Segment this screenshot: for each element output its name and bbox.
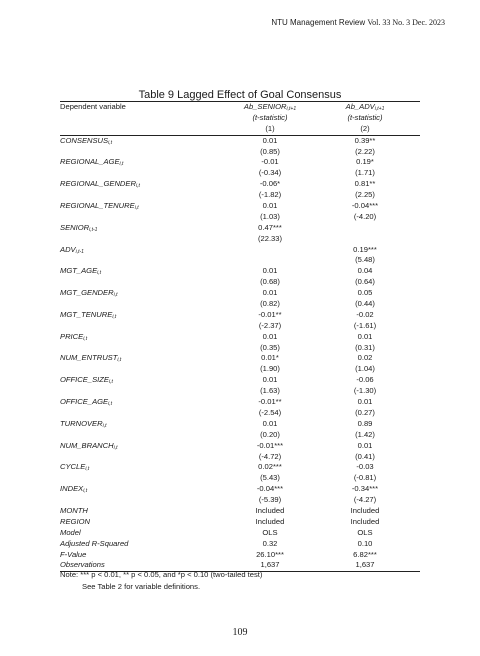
coefficient-row [60,245,420,256]
t-statistic-row [60,277,420,288]
coefficient-row [60,179,420,190]
t-stat-col-2: (2.22) [355,146,375,156]
coefficient-col-1: -0.06* [259,179,281,189]
summary-label: Observations [60,560,105,570]
t-stat-col-2: (-0.81) [353,473,377,483]
t-stat-col-1: (1.03) [260,211,280,221]
variable-name: $NUM\_BRANCH_{i,t}$ [60,440,118,451]
coefficient-col-2: -0.06 [356,375,374,385]
page-number: 109 [232,627,248,638]
t-stat-col-1: (1.63) [260,386,280,396]
summary-col-2: 0.10 [357,538,373,548]
variable-name: $REGIONAL\_AGE_{i,t}$ [60,157,124,168]
t-stat-col-1: (0.85) [260,146,280,156]
summary-row [60,539,420,550]
coefficient-col-1: 0.01 [262,201,278,211]
coefficient-col-1: -0.01** [258,309,282,319]
column-2-number: (2) [360,123,370,133]
coefficient-col-1: 0.01 [262,331,278,341]
summary-row [60,528,420,539]
variable-name: $SENIOR_{i,t-1}$ [60,222,98,233]
summary-col-2: Included [350,516,380,526]
significance-note: Note: *** p < 0.01, ** p < 0.05, and *p < 0.10 (two-tailed test) [60,570,263,579]
t-stat-col-2: (1.71) [355,168,375,178]
t-stat-col-2: (1.04) [355,364,375,374]
t-stat-col-1: (-2.54) [258,407,282,417]
coefficient-col-2: 0.02 [357,353,373,363]
t-statistic-row [60,234,420,245]
t-stat-col-1: (0.35) [260,342,280,352]
variable-name: $PRICE_{i,t}$ [60,331,88,342]
coefficient-col-2: 0.39** [354,135,376,145]
coefficient-col-2: 0.89 [357,418,373,428]
stat-row [60,113,420,124]
t-stat-col-1: (5.43) [260,473,280,483]
regression-table [60,101,420,572]
t-stat-col-1: (22.33) [257,233,283,243]
coefficient-row [60,419,420,430]
t-stat-col-2: (0.31) [355,342,375,352]
t-statistic-row [60,190,420,201]
coefficient-row [60,332,420,343]
column-number-row [60,124,420,135]
coefficient-row [60,353,420,364]
summary-col-2: OLS [357,527,373,537]
coefficient-col-1: 0.01* [261,353,279,363]
t-statistic-row [60,212,420,223]
coefficient-col-1: -0.04*** [256,484,284,494]
summary-col-1: OLS [262,527,278,537]
table-notes [60,569,262,592]
summary-label: MONTH [60,505,88,515]
variable-name: $OFFICE\_SIZE_{i,t}$ [60,375,113,386]
t-stat-col-2: (2.25) [355,190,375,200]
journal-name: NTU Management Review [271,18,366,27]
t-stat-col-1: (0.82) [260,299,280,309]
t-stat-col-1: (-5.39) [258,495,282,505]
issue-info: Vol. 33 No. 3 Dec. 2023 [367,18,445,27]
t-stat-col-1: (1.90) [260,364,280,374]
t-statistic-row [60,343,420,354]
t-statistic-row [60,321,420,332]
t-stat-col-1: (-4.72) [258,451,282,461]
coefficient-col-2: -0.03 [356,462,374,472]
summary-label: Model [60,527,81,537]
t-statistic-row [60,147,420,158]
coefficient-col-2: 0.05 [357,288,373,298]
coefficient-col-1: -0.01 [261,157,279,167]
t-stat-col-2: (0.64) [355,277,375,287]
header-row [60,102,420,113]
t-stat-col-2: (-1.30) [353,386,377,396]
t-stat-col-2: (5.48) [355,255,375,265]
summary-col-1: 0.32 [262,538,278,548]
t-statistic-row [60,255,420,266]
coefficient-col-2: 0.19* [356,157,374,167]
variable-name: $OFFICE\_AGE_{i,t}$ [60,397,112,408]
t-stat-col-2: (1.42) [355,429,375,439]
t-stat-col-1: (-0.34) [258,168,282,178]
coefficient-row [60,462,420,473]
coefficient-row [60,441,420,452]
column-2-header: $Ab\_ADV_{i,t+1}$ [345,102,385,112]
t-stat-col-2: (0.41) [355,451,375,461]
summary-col-1: 26.10*** [256,549,284,559]
t-stat-col-1: (-1.82) [258,190,282,200]
table-caption: Table 9 Lagged Effect of Goal Consensus [138,89,342,101]
coefficient-row [60,201,420,212]
variable-name: $CONSENSUS_{i,t}$ [60,135,112,146]
dependent-variable-label: Dependent variable [60,102,126,111]
coefficient-col-2: 0.19*** [353,244,377,254]
coefficient-col-1: -0.01** [258,397,282,407]
coefficient-col-1: 0.47*** [258,222,282,232]
t-stat-col-1: (-2.37) [258,320,282,330]
variable-name: $TURNOVER_{i,t}$ [60,418,107,429]
variable-name: $MGT\_GENDER_{i,t}$ [60,288,118,299]
coefficient-col-1: 0.01 [262,375,278,385]
coefficient-col-1: 0.01 [262,135,278,145]
coefficient-col-2: 0.01 [357,397,373,407]
t-statistic-row [60,386,420,397]
coefficient-col-2: -0.02 [356,309,374,319]
coefficient-row [60,310,420,321]
coefficient-row [60,484,420,495]
coefficient-row [60,223,420,234]
summary-col-1: Included [255,505,285,515]
summary-rows [60,506,420,571]
coefficient-row [60,136,420,147]
variable-name: $ADV_{i,t-1}$ [60,244,84,255]
coefficient-col-1: 0.02*** [258,462,282,472]
variable-name: $MGT\_AGE_{i,t}$ [60,266,102,277]
t-stat-col-1: (0.20) [260,429,280,439]
coefficient-col-2: -0.34*** [351,484,379,494]
column-1-header: $Ab\_SENIOR_{i,t+1}$ [243,102,297,112]
summary-label: REGION [60,516,90,526]
definitions-note: See Table 2 for variable definitions. [82,581,201,591]
coefficient-rows [60,136,420,506]
running-head [271,18,445,27]
t-statistic-row [60,364,420,375]
summary-col-2: 6.82*** [353,549,377,559]
coefficient-col-1: 0.01 [262,266,278,276]
coefficient-col-2: -0.04*** [351,201,379,211]
coefficient-col-1: -0.01*** [256,440,284,450]
coefficient-row [60,288,420,299]
t-statistic-row [60,473,420,484]
variable-name: $REGIONAL\_GENDER_{i,t}$ [60,179,140,190]
t-statistic-row [60,452,420,463]
variable-name: $CYCLE_{i,t}$ [60,462,90,473]
t-stat-col-2: (-4.20) [353,211,377,221]
coefficient-row [60,157,420,168]
t-stat-col-1: (0.68) [260,277,280,287]
variable-name: $REGIONAL\_TENURE_{i,t}$ [60,201,139,212]
coefficient-col-1: 0.01 [262,418,278,428]
summary-row [60,506,420,517]
coefficient-col-2: 0.01 [357,440,373,450]
column-1-number: (1) [265,123,275,133]
summary-col-1: 1,637 [260,560,280,570]
coefficient-row [60,375,420,386]
summary-row [60,517,420,528]
coefficient-col-2: 0.04 [357,266,373,276]
t-stat-col-2: (-4.27) [353,495,377,505]
t-statistic-row [60,168,420,179]
coefficient-col-2: 0.81** [354,179,376,189]
variable-name: $MGT\_TENURE_{i,t}$ [60,309,117,320]
summary-row [60,550,420,561]
t-stat-col-2: (0.44) [355,299,375,309]
summary-col-2: Included [350,505,380,515]
summary-label: F-Value [60,549,87,559]
t-statistic-row [60,299,420,310]
t-statistic-row [60,408,420,419]
coefficient-row [60,266,420,277]
t-statistic-row [60,430,420,441]
variable-name: $INDEX_{i,t}$ [60,484,88,495]
coefficient-col-2: 0.01 [357,331,373,341]
summary-label: Adjusted R-Squared [60,538,129,548]
summary-col-2: 1,637 [355,560,375,570]
column-1-stat-label: (t-statistic) [252,112,288,122]
t-stat-col-2: (0.27) [355,407,375,417]
coefficient-row [60,397,420,408]
column-2-stat-label: (t-statistic) [347,112,383,122]
t-stat-col-2: (-1.61) [353,320,377,330]
t-statistic-row [60,495,420,506]
coefficient-col-1: 0.01 [262,288,278,298]
summary-col-1: Included [255,516,285,526]
variable-name: $NUM\_ENTRUST_{i,t}$ [60,353,122,364]
